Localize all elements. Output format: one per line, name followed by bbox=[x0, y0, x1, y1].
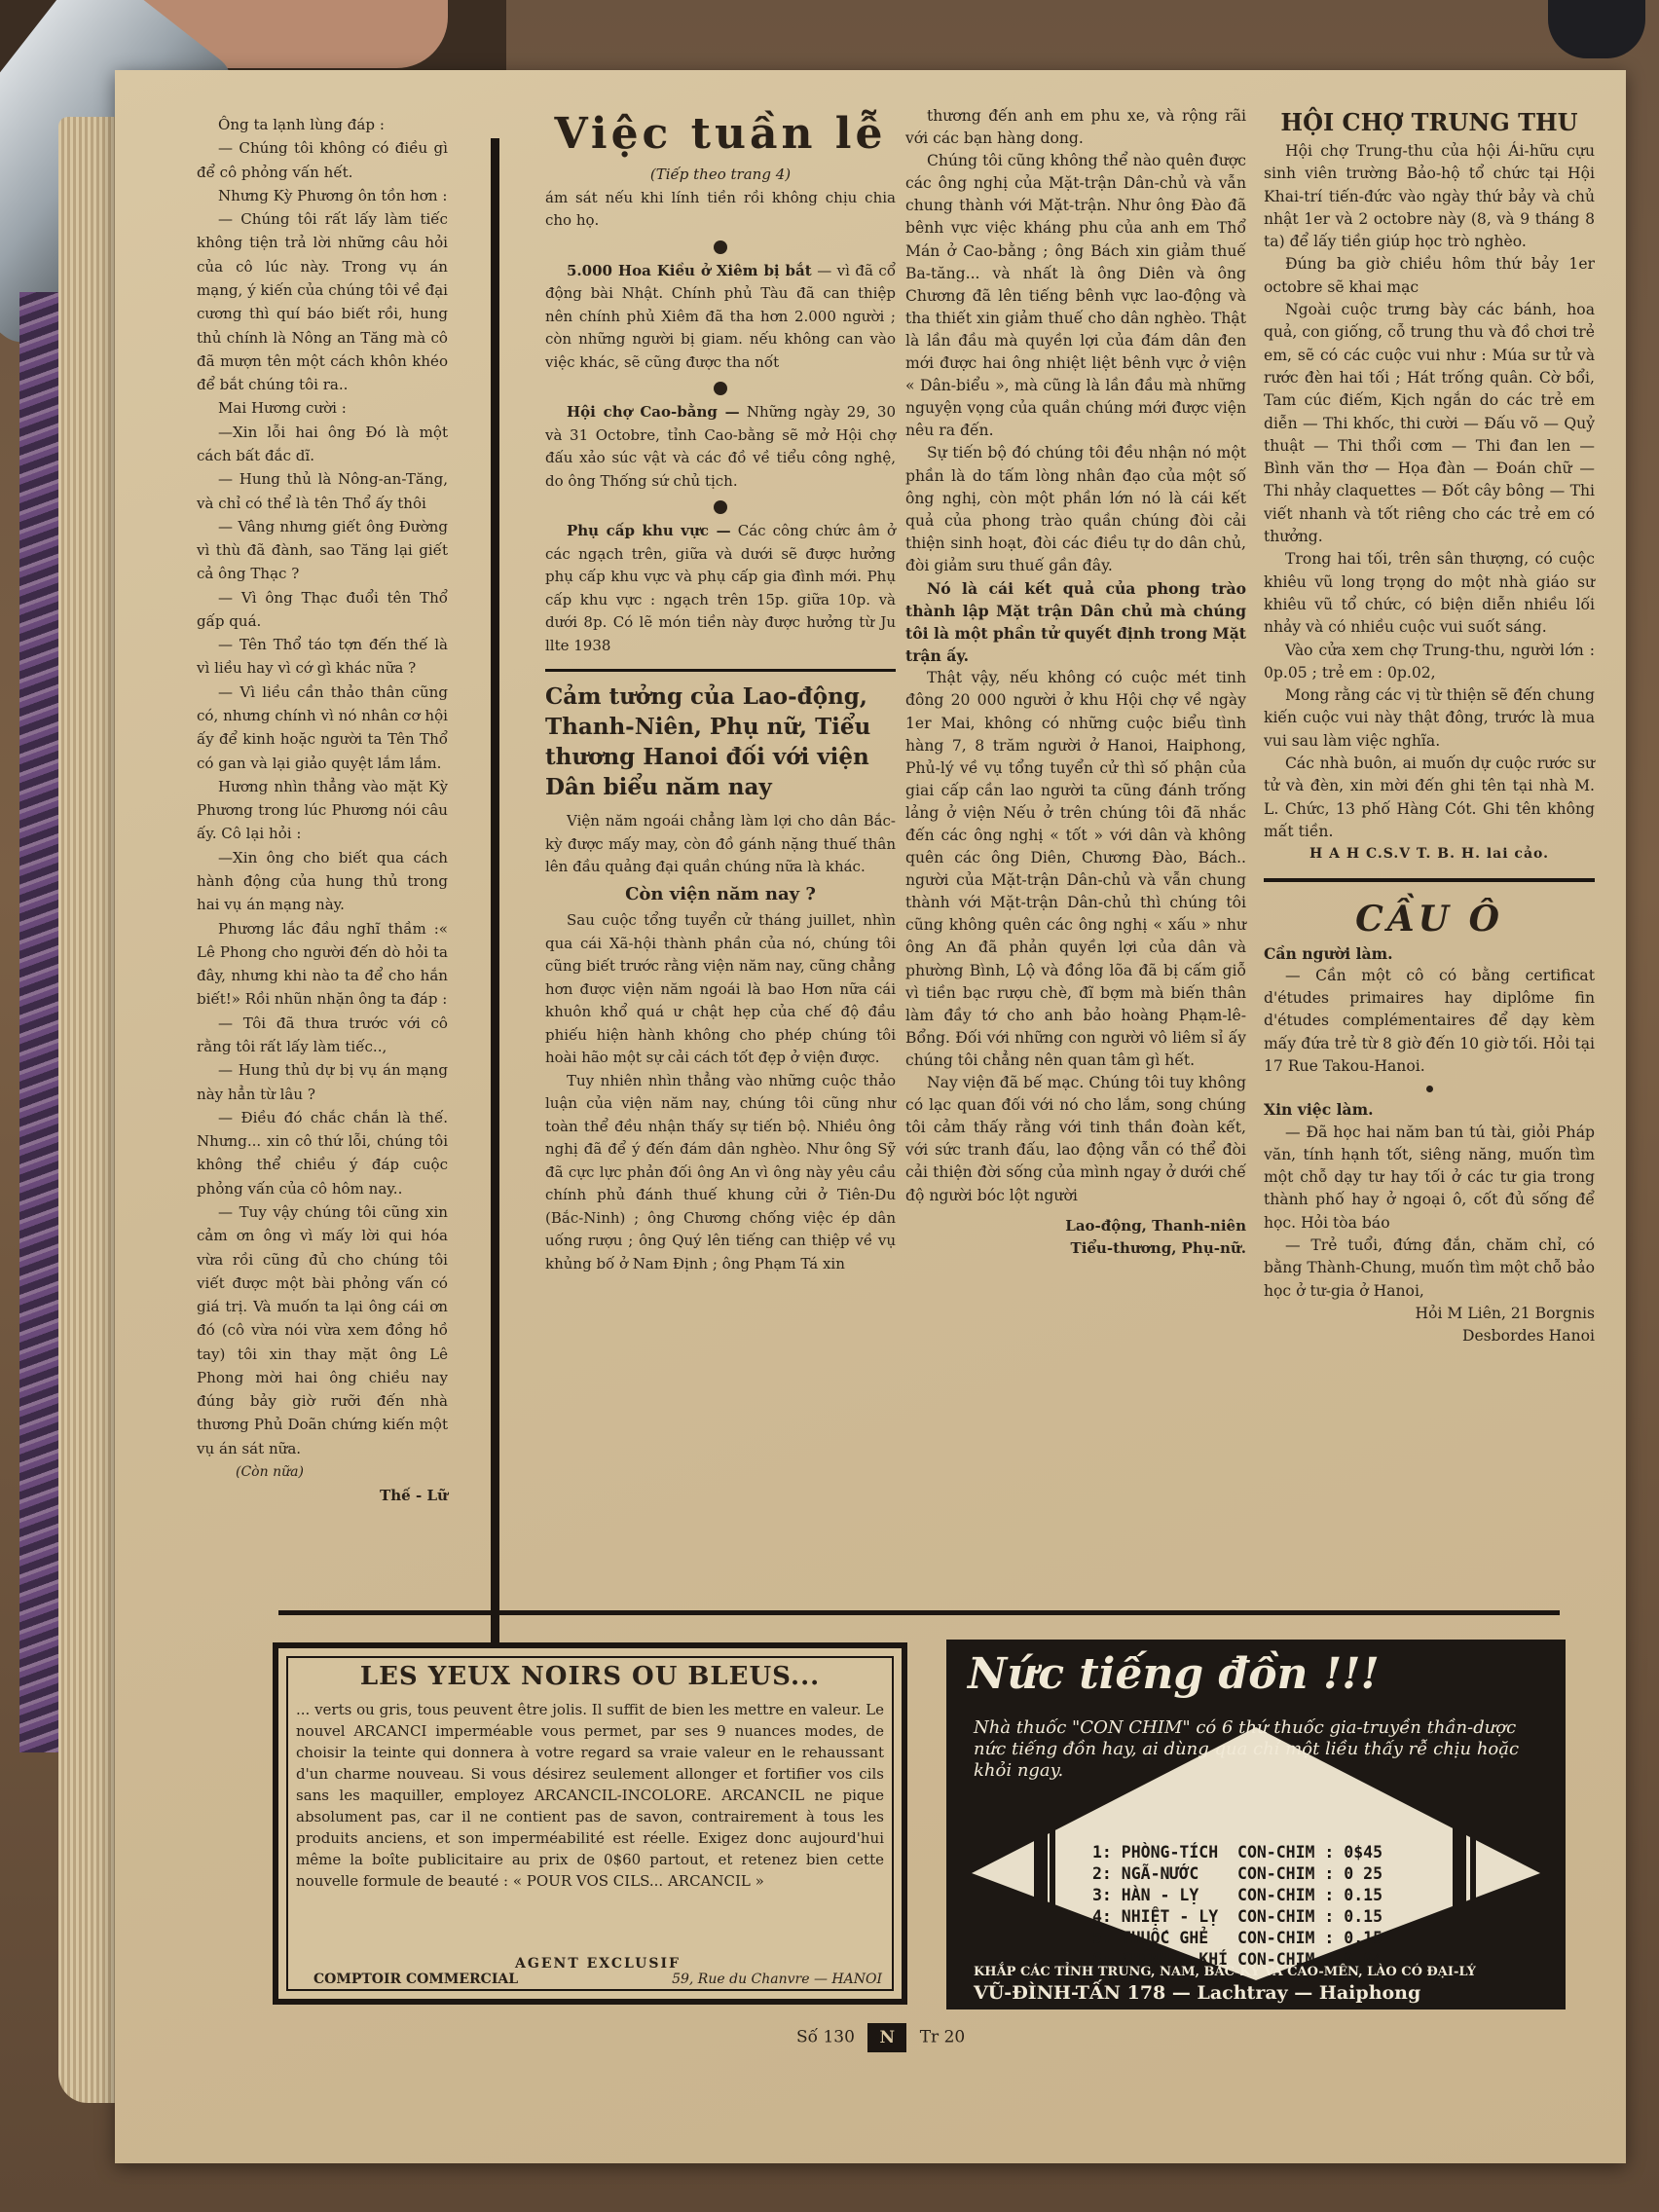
bullet-dot bbox=[1426, 1086, 1433, 1092]
paragraph: Các nhà buôn, ai muốn dự cuộc rước sư tử và đèn, xin mời đến ghi tên tại nhà M. L. Chức, 13 phố Hàng Cót. Ghi tên không mất tiền. bbox=[1264, 755, 1595, 840]
paragraph: Mong rằng các vị từ thiện sẽ đến chung kiến cuộc vui này thật đông, trước là mua vui sau làm việc nghĩa. bbox=[1264, 686, 1595, 750]
item-2-body: Những ngày 29, 30 và 31 Octobre, tỉnh Cao-bằng sẽ mở Hội chợ đấu xảo súc vật và các đồ về tiểu công nghệ, do ông Thống sứ chủ tịch. bbox=[545, 403, 896, 490]
item-1-body: — vì đã cổ động bài Nhật. Chính phủ Tàu đã can thiệp nên chính phủ Xiêm đã tha hơn 2.000 người ; còn những người bị giam. nếu không can vào việc khác, sẽ cũng được tha nốt bbox=[545, 261, 897, 371]
column-3-paragraphs-2 bbox=[905, 667, 1246, 1206]
paragraph: — Vâng nhưng giết ông Đường vì thù đã đành, sao Tăng lại giết cả ông Thạc ? bbox=[197, 517, 448, 583]
intro-text: ám sát nếu khi lính tiền rồi không chịu chia cho họ. bbox=[545, 188, 896, 229]
newspaper-page bbox=[115, 70, 1626, 2163]
paragraph: Mai Hương cười : bbox=[218, 399, 347, 418]
paragraph: Vào cửa xem chợ Trung-thu, người lớn : 0p.05 ; trẻ em : 0p.02, bbox=[1264, 641, 1595, 682]
section-title: Việc tuần lễ bbox=[554, 109, 887, 159]
paragraph: Thật vậy, nếu không có cuộc mét tinh đông 20 000 người ở khu Hội chợ về ngày 1er Mai, không có những cuộc biểu tình hàng 7, 8 trăm người ở Hanoi, Haiphong, Phủ-lý về vụ tổng tuyển cử thì số phận của giai cấp cần lao người ta cũng đánh trống lảng ở viện Nếu ở trên chúng tôi đã nhắc đến các ông nghị « tốt » với dân và không quên các ông Diên, Chương Đào, Bách.. người của Mặt-trận Dân-chủ và vẫn chung thành với Mặt-trận Dân-chủ thì chúng tôi cũng không quên các ông nghị « xấu » như ông An đã phản quyền lợi của dân và phường Bình, Lộ và đồng lõa đã bị cấm giỗ vì tiền bạc rượu chè, đĩ bợm mà biến thân làm đầy tớ cho anh bảo hoàng Phạm-lê-Bổng. Đối với những con người vô liêm sỉ ấy chúng tôi chẳng nên quan tâm gì hết. bbox=[905, 669, 1246, 1069]
paragraph: Hương nhìn thẳng vào mặt Kỳ Phương trong lúc Phương nói câu ấy. Cô lại hỏi : bbox=[197, 777, 448, 843]
classified-3-body: — Trẻ tuổi, đứng đắn, chăm chỉ, có bằng Thành-Chung, muốn tìm một chỗ bảo học ở tư-gia ở Hanoi, bbox=[1264, 1236, 1595, 1300]
classified-1-heading: Cần người làm. bbox=[1264, 943, 1393, 963]
newspaper-logo: N bbox=[867, 2023, 906, 2052]
paragraph: — Chúng tôi rất lấy làm tiếc không tiện trả lời những câu hỏi của cô lúc này. Trong vụ án mạng, ý kiến của chúng tôi về đại cương thì quí báo biết rồi, hung thủ chính là Nông an Tăng mà cô đã mượn tên một cách khôn khéo để bắt chúng tôi ra.. bbox=[197, 210, 448, 394]
column-3-paragraphs bbox=[905, 105, 1246, 577]
bullet-dot bbox=[714, 500, 727, 514]
advert-subtitle: Nhà thuốc "CON CHIM" có 6 thứ thuốc gia-truyền thần-dược nức tiếng đồn hay, ai dùng qua chỉ một liều thấy rễ chịu hoặc khỏi ngay. bbox=[974, 1717, 1520, 1781]
advert-title: Nức tiếng đồn !!! bbox=[968, 1649, 1380, 1699]
paragraph: — Tên Thổ táo tợn đến thế là vì liều hay vì cớ gì khác nữa ? bbox=[197, 636, 448, 678]
remedy-list bbox=[1092, 1842, 1501, 1971]
paragraph: Trong hai tối, trên sân thượng, có cuộc khiêu vũ long trọng do một nhà giáo sư khiêu vũ tổ chức, có biện diễn nhiều lối nhảy và có nhiều cuộc vui suốt sáng. bbox=[1264, 550, 1595, 637]
signature-line-2: Tiểu-thương, Phụ-nữ. bbox=[1070, 1238, 1246, 1257]
paragraph: — Tuy vậy chúng tôi cũng xin cảm ơn ông vì mấy lời qui hóa vừa rồi cũng đủ cho chúng tôi viết được một bài phỏng vấn có giá trị. Và muốn ta lại ông cái ơn đó (cô vừa nói vừa xem đồng hồ tay) tôi xin thay mặt ông Lê Phong mời hai ông chiều nay đúng bảy giờ rưỡi đến nhà thương Phủ Doãn chứng kiến một vụ án sát nữa. bbox=[197, 1202, 448, 1457]
item-3-body: Các công chức âm ở các ngạch trên, giữa và dưới sẽ được hưởng phụ cấp khu vực và phụ cấp gia đình mới. Phụ cấp khu vực : ngạch trên 15p. giữa 10p. và dưới 8p. Có lẽ món tiền này được hưởng từ Ju llte 1938 bbox=[545, 522, 896, 654]
classified-contact-2: Desbordes Hanoi bbox=[1461, 1327, 1595, 1346]
paragraph: — Vì ông Thạc đuổi tên Thổ gấp quá. bbox=[197, 588, 448, 630]
article-subheading: Còn viện năm nay ? bbox=[625, 883, 816, 904]
paragraph: Hội chợ Trung-thu của hội Ái-hữu cựu sinh viên trường Bảo-hộ tổ chức tại Hội Khai-trí tiến-đức vào ngày thứ bảy và chủ nhật 1er và 2 octobre này (8, và 9 tháng 8 ta) để lấy tiền giúp học trò nghèo. bbox=[1264, 142, 1595, 251]
remedy-item: 4: NHIỆT - LỴ CON-CHIM : 0.15 bbox=[1092, 1907, 1383, 1926]
advert-top-rule bbox=[278, 1610, 1560, 1615]
column-4 bbox=[1264, 105, 1595, 1348]
paragraph: —Xin ông cho biết qua cách hành động của hung thủ trong hai vụ án mạng này. bbox=[197, 848, 448, 914]
classified-contact-1: Hỏi M Liên, 21 Borgnis bbox=[1415, 1304, 1595, 1322]
signature-line-1: Lao-động, Thanh-niên bbox=[1065, 1216, 1246, 1235]
advert-footer bbox=[313, 1956, 882, 1987]
item-1-heading: 5.000 Hoa Kiều ở Xiêm bị bắt bbox=[567, 261, 812, 279]
pen-object bbox=[1548, 0, 1645, 58]
paragraph: Chúng tôi cũng không thể nào quên được các ông nghị của Mặt-trận Dân-chủ và vẫn chung thành với Mặt-trận. Như ông Đào đã bênh vực việc kháng phu của anh em Thổ Mán ở Cao-bằng ; ông Bách xin giảm thuế Ba-tăng... và nhất là ông Diên và ông Chương đã lên tiếng bênh vực lao-động và tha thiết xin giảm thuế cho dân nghèo. Thật là lần đầu mà quyền lợi của đám dân đen mới được hai ông nhiệt liệt bênh vực ở viện « Dân-biểu », mà cũng là lần đầu mà những nguyện vọng của quần chúng mới được viện nêu ra đến. bbox=[905, 152, 1246, 440]
paragraph: — Hung thủ là Nông-an-Tăng, và chỉ có thể là tên Thổ ấy thôi bbox=[197, 470, 448, 512]
advert-footer-note: KHẮP CÁC TỈNH TRUNG, NAM, BẮC-KỲ VÀ CAO-MÊN, LÀO CÓ ĐẠI-LÝ bbox=[974, 1965, 1476, 1979]
remedy-item: 6: CHÍNH - KHÍ CON-CHIM : 0.04 bbox=[1092, 1950, 1383, 1969]
divider bbox=[1264, 878, 1595, 882]
advert-border bbox=[286, 1656, 894, 1991]
item-2-heading: Hội chợ Cao-bằng — bbox=[567, 403, 740, 421]
article-paragraph: Tuy nhiên nhìn thẳng vào những cuộc thảo luận của viện năm nay, chúng tôi cũng như toàn thể đều nhận thấy sự tiến bộ. Nhiều ông nghị đã để ý đến đám dân nghèo. Như ông Sỹ đã cực lực phản đối ông An vì ông này yêu cầu chính phủ đánh thuế khung cửi ở Tiên-Du (Bắc-Ninh) ; ông Chương chống việc ép dân uống rượu ; ông Quý lên tiếng can thiệp về vụ khủng bố ở Nam Định ; ông Phạm Tá xin bbox=[545, 1071, 896, 1272]
article-title: Cảm tưởng của Lao-động, Thanh-Niên, Phụ nữ, Tiểu thương Hanoi đối với viện Dân biểu năm nay bbox=[545, 683, 871, 800]
classified-2-heading: Xin việc làm. bbox=[1264, 1100, 1374, 1120]
classified-2-body: — Đã học hai năm ban tú tài, giỏi Pháp văn, tính hạnh tốt, siêng năng, muốn tìm một chỗ dạy tư hay tối ở các tư gia trong thành phố hay ở ngoại ô, cốt đủ sống để học. Hỏi tòa báo bbox=[1264, 1123, 1595, 1232]
fair-signature: H A H C.S.V T. B. H. lai cảo. bbox=[1309, 846, 1549, 863]
advert-con-chim bbox=[946, 1640, 1566, 2009]
advert-address: 59, Rue du Chanvre — HANOI bbox=[672, 1972, 882, 1987]
column-rule-thick bbox=[491, 138, 499, 1662]
paragraph: — Điều đó chắc chắn là thế. Nhưng... xin cô thứ lỗi, chúng tôi không thể chiều ý đáp cuộc phỏng vấn của cô hôm nay.. bbox=[197, 1108, 448, 1198]
remedy-item: 3: HÀN - LỴ CON-CHIM : 0.15 bbox=[1092, 1886, 1383, 1904]
paragraph: Nhưng Kỳ Phương ôn tồn hơn : bbox=[218, 186, 448, 204]
paragraph: Đúng ba giờ chiều hôm thứ bảy 1er octobre sẽ khai mạc bbox=[1264, 255, 1595, 296]
bullet-dot bbox=[714, 382, 727, 395]
page-number: Tr 20 bbox=[919, 2027, 966, 2047]
advert-company: COMPTOIR COMMERCIAL bbox=[313, 1972, 519, 1987]
paragraph: — Tôi đã thưa trước với cô rằng tôi rất lấy làm tiếc.., bbox=[197, 1014, 448, 1055]
column-1 bbox=[197, 113, 448, 1508]
paragraph: Nay viện đã bế mạc. Chúng tôi tuy không có lạc quan đối với nó cho lắm, song chúng tôi cảm thấy rằng với tinh thần đoàn kết, với sức tranh đấu, lao động vẫn có thể đòi cải thiện đời sống của mình ngay ở dưới chế độ người bóc lột người bbox=[905, 1074, 1246, 1204]
item-3-heading: Phụ cấp khu vực — bbox=[567, 522, 731, 539]
issue-number: Số 130 bbox=[796, 2027, 855, 2047]
paragraph: thương đến anh em phu xe, và rộng rãi với các bạn hàng dong. bbox=[905, 107, 1246, 148]
paragraph: — Hung thủ dự bị vụ án mạng này hẳn từ lâu ? bbox=[197, 1061, 448, 1103]
fair-title: HỘI CHỢ TRUNG THU bbox=[1280, 108, 1578, 136]
column-2 bbox=[545, 105, 896, 1275]
bold-statement: Nó là cái kết quả của phong trào thành lập Mặt trận Dân chủ mà chúng tôi là một phần tử quyết định trong Mặt trận ấy. bbox=[905, 578, 1246, 666]
article-paragraph: Viện năm ngoái chẳng làm lợi cho dân Bắc-kỳ được mấy may, còn đồ gánh nặng thuế thân lên đầu quảng đại quần chúng nữa là khác. bbox=[545, 812, 896, 875]
advert-body: ... verts ou gris, tous peuvent être jolis. Il suffit de bien les mettre en valeur. Le nouvel ARCANCI imperméable vous permet, par ses 9 nuances modes, de choisir la teinte qui donnera à votre regard sa vraie valeur en le rehaussant d'un charme nouveau. Si vous désirez seulement allonger et fortifier vos cils sans les maquiller, employez ARCANCIL-INCOLORE. ARCANCIL ne pique absolument pas, car il ne contient pas de savon, contrairement à tous les produits anciens, et son imperméabilité est réelle. Exigez donc aujourd'hui même la boîte publicitaire au prix de 0$60 partout, et retenez bien cette nouvelle formule de beauté : « POUR VOS CILS... ARCANCIL » bbox=[296, 1701, 884, 1890]
advert-title: LES YEUX NOIRS OU BLEUS... bbox=[359, 1662, 821, 1691]
remedy-item: 2: NGÃ-NƯỚC CON-CHIM : 0 25 bbox=[1092, 1864, 1383, 1883]
paragraph: Sự tiến bộ đó chúng tôi đều nhận nó một phần là do tấm lòng nhân đạo của một số ông nghị, còn một phần lớn nó là cái kết quả của phong trào quần chúng đòi cải thiện sinh hoạt, đòi các điều tự do dân chủ, đòi giảm sưu thuế gần đây. bbox=[905, 444, 1246, 574]
continued-note: (Còn nữa) bbox=[236, 1464, 304, 1481]
column-4-paragraphs bbox=[1264, 140, 1595, 843]
classified-1-body: — Cần một cô có bằng certificat d'études primaires hay diplôme fin d'études complémentaires để dạy kèm mấy đứa trẻ từ 8 giờ đến 10 giờ tối. Hỏi tại 17 Rue Takou-Hanoi. bbox=[1264, 966, 1595, 1075]
advert-agent: AGENT EXCLUSIF bbox=[515, 1956, 681, 1972]
paragraph: Ông ta lạnh lùng đáp : bbox=[218, 116, 385, 133]
remedy-item: 5: THUỐC GHẺ CON-CHIM : 0.15 bbox=[1092, 1929, 1383, 1947]
advert-arcancil bbox=[273, 1642, 907, 2005]
paragraph: — Vì liều cần thảo thân cũng có, nhưng chính vì nó nhân cơ hội ấy để kinh hoặc người ta Tên Thổ có gan và lại giảo quyệt lắm lắm. bbox=[197, 682, 448, 772]
remedy-item: 1: PHÒNG-TÍCH CON-CHIM : 0$45 bbox=[1092, 1843, 1383, 1862]
column-1-paragraphs bbox=[197, 113, 448, 1460]
paragraph: Ngoài cuộc trưng bày các bánh, hoa quả, con giống, cỗ trung thu và đồ chơi trẻ em, sẽ có các cuộc vui như : Múa sư tử và rước đèn hai tối ; Hát trống quân. Cờ bổi, Tam cúc điếm, Kịch ngắn do các trẻ em diễn — Thi khốc, thi cười — Đấu võ — Quỷ thuật — Thi thổi cơm — Thi đan len — Bình văn thơ — Họa đàn — Đoán chữ — Thi nhảy claquettes — Đốt cây bông — Thi viết nhanh và tốt riêng cho các trẻ em có thưởng. bbox=[1264, 301, 1595, 546]
paragraph: —Xin lỗi hai ông Đó là một cách bất đắc dĩ. bbox=[197, 423, 448, 464]
advert-footer-address: VŨ-ĐÌNH-TẤN 178 — Lachtray — Haiphong bbox=[974, 1982, 1421, 2004]
author-signature: Thế - Lữ bbox=[380, 1487, 448, 1505]
page-footer bbox=[796, 2023, 965, 2052]
classifieds-title: CẦU Ô bbox=[1355, 898, 1503, 940]
bullet-dot bbox=[714, 240, 727, 254]
paragraph: — Chúng tôi không có điều gì để cô phỏng vấn hết. bbox=[197, 139, 448, 181]
divider bbox=[545, 669, 896, 672]
column-3 bbox=[905, 105, 1246, 1260]
section-subtitle: (Tiếp theo trang 4) bbox=[649, 166, 792, 183]
paragraph: Phương lắc đầu nghĩ thầm :« Lê Phong cho người đến dò hỏi ta đây, nhưng khi nào ta để cho hắn biết!» Rồi nhũn nhặn ông ta đáp : bbox=[197, 919, 448, 1009]
article-paragraph: Sau cuộc tổng tuyển cử tháng juillet, nhìn qua cái Xã-hội thành phần của nó, chúng tôi cũng biết trước rằng viện năm nay, cũng chẳng hơn được viện năm ngoái là bao Hơn nữa cái khuôn khổ quá ư chật hẹp của chế độ đầu phiếu hiện hành không cho phép chúng tôi hoài hão một sự cải cách tốt đẹp ở viện được. bbox=[545, 911, 896, 1066]
